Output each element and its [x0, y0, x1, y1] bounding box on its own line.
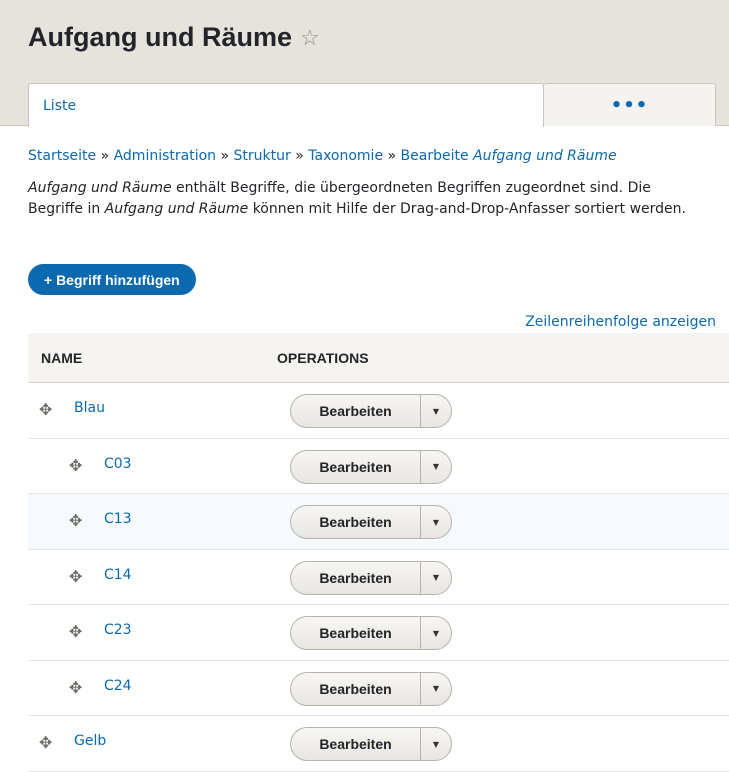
edit-button[interactable]: Bearbeiten — [290, 450, 420, 484]
description-text-2: können mit Hilfe der Drag-and-Drop-Anfasser sortiert werden. — [248, 201, 686, 217]
term-link[interactable]: C13 — [104, 511, 132, 527]
breadcrumb-taxonomie[interactable]: Taxonomie — [308, 148, 384, 164]
move-handle-icon[interactable]: ✥ — [39, 400, 53, 419]
operations-dropbutton — [290, 672, 452, 706]
table-header — [28, 333, 729, 383]
description-emph-2: Aufgang und Räume — [104, 201, 249, 217]
term-link[interactable]: Blau — [74, 400, 105, 416]
chevron-down-icon[interactable]: ▼ — [420, 394, 452, 428]
breadcrumb-separator: » — [100, 148, 110, 164]
column-header-operations: OPERATIONS — [277, 349, 369, 366]
add-term-button[interactable]: + Begriff hinzufügen — [28, 264, 196, 295]
edit-button[interactable]: Bearbeiten — [290, 616, 420, 650]
move-handle-icon[interactable]: ✥ — [69, 455, 83, 475]
edit-button[interactable]: Bearbeiten — [290, 727, 420, 761]
breadcrumb-current-prefix: Bearbeite — [400, 148, 469, 164]
page-title — [28, 22, 320, 53]
chevron-down-icon[interactable]: ▼ — [420, 616, 452, 650]
move-handle-icon[interactable]: ✥ — [69, 622, 83, 641]
term-link[interactable]: C23 — [104, 622, 132, 638]
table-body — [28, 383, 729, 772]
term-link[interactable]: C14 — [104, 566, 132, 583]
breadcrumb-current-emph: Aufgang und Räume — [473, 148, 617, 164]
breadcrumb-home[interactable]: Startseite — [28, 148, 97, 164]
breadcrumb-struktur[interactable]: Struktur — [233, 148, 291, 164]
table-row — [28, 439, 729, 495]
term-link[interactable]: C24 — [104, 677, 132, 694]
edit-button[interactable]: Bearbeiten — [290, 672, 420, 706]
terms-table — [28, 333, 729, 772]
column-header-name: NAME — [41, 349, 83, 366]
breadcrumb-current[interactable] — [401, 148, 617, 164]
show-row-weights-link[interactable]: Zeilenreihenfolge anzeigen — [525, 314, 716, 330]
tab-more-menu[interactable]: ••• — [544, 83, 716, 126]
term-link[interactable]: Gelb — [74, 733, 107, 749]
operations-dropbutton — [290, 394, 452, 428]
breadcrumb-administration[interactable]: Administration — [113, 148, 217, 164]
edit-button[interactable]: Bearbeiten — [290, 561, 420, 595]
star-outline-icon[interactable]: ☆ — [300, 24, 320, 50]
move-handle-icon[interactable]: ✥ — [69, 677, 83, 697]
table-row — [28, 605, 729, 661]
edit-button[interactable]: Bearbeiten — [290, 505, 420, 539]
breadcrumb-separator: » — [295, 148, 304, 164]
term-link[interactable]: C03 — [104, 455, 132, 472]
breadcrumb-separator: » — [387, 148, 397, 164]
table-row — [28, 494, 729, 550]
chevron-down-icon[interactable]: ▼ — [420, 561, 452, 595]
chevron-down-icon[interactable]: ▼ — [420, 505, 452, 539]
breadcrumb — [28, 148, 617, 164]
description-text-1: enthält Begriffe, die übergeordneten Begriffen zugeordnet sind. Die Begriffe in — [28, 180, 651, 217]
operations-dropbutton — [290, 505, 452, 539]
move-handle-icon[interactable]: ✥ — [69, 511, 83, 530]
chevron-down-icon[interactable]: ▼ — [420, 450, 452, 484]
table-row — [28, 661, 729, 717]
description-emph-1: Aufgang und Räume — [28, 180, 172, 196]
tab-liste[interactable]: Liste — [28, 83, 544, 127]
primary-tabs — [28, 83, 716, 126]
move-handle-icon[interactable]: ✥ — [39, 733, 53, 752]
page-title-text: Aufgang und Räume — [28, 22, 292, 52]
chevron-down-icon[interactable]: ▼ — [420, 727, 452, 761]
page-description — [28, 178, 708, 220]
operations-dropbutton — [290, 727, 452, 761]
table-row — [28, 383, 729, 439]
breadcrumb-separator: » — [220, 148, 230, 164]
table-row — [28, 716, 729, 772]
operations-dropbutton — [290, 616, 452, 650]
page-header — [0, 0, 729, 126]
operations-dropbutton — [290, 561, 452, 595]
edit-button[interactable]: Bearbeiten — [290, 394, 420, 428]
table-row — [28, 550, 729, 606]
chevron-down-icon[interactable]: ▼ — [420, 672, 452, 706]
operations-dropbutton — [290, 450, 452, 484]
move-handle-icon[interactable]: ✥ — [69, 566, 83, 586]
